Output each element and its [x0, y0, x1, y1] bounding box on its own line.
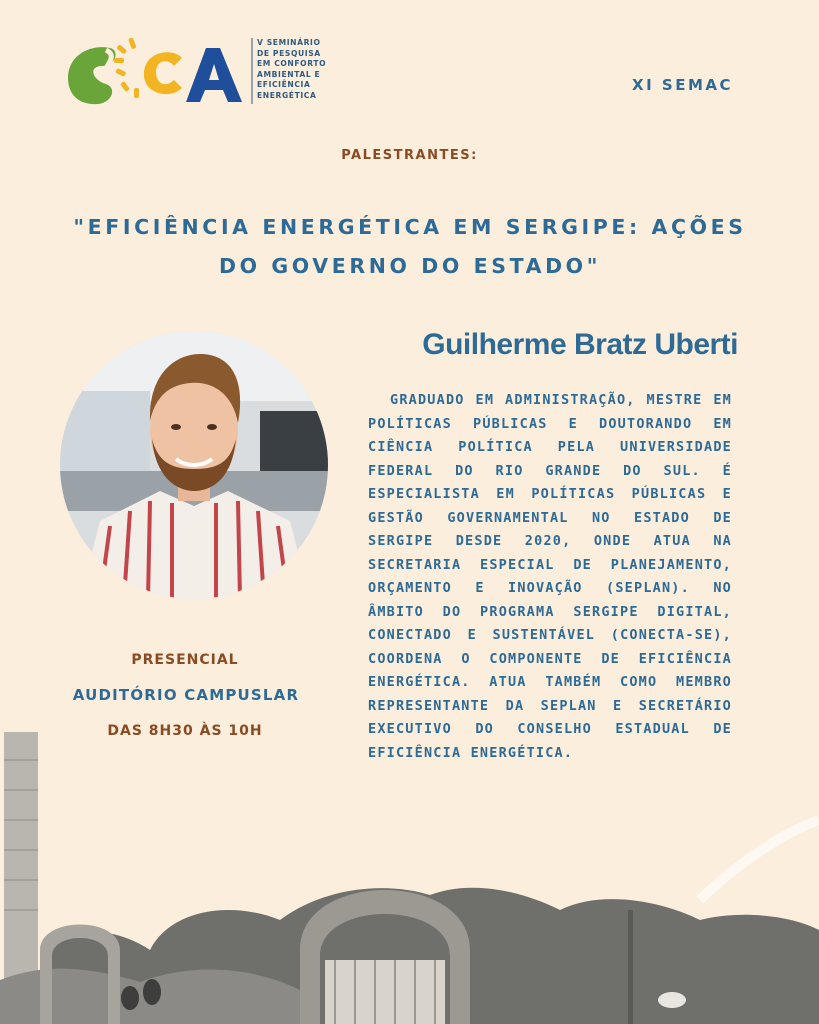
- logo-line: ENERGÉTICA: [257, 90, 317, 100]
- event-name: XI SEMAC: [632, 76, 733, 94]
- logo-line: EFICIÊNCIA: [257, 80, 311, 90]
- event-time: DAS 8H30 ÀS 10H: [107, 723, 263, 739]
- event-mode: PRESENCIAL: [131, 652, 239, 668]
- speaker-photo: [60, 331, 328, 599]
- speaker-name: Guilherme Bratz Uberti: [422, 328, 738, 361]
- logo-line: DE PESQUISA: [257, 48, 321, 58]
- ruins-illustration: [0, 720, 819, 1024]
- event-venue: AUDITÓRIO CAMPUSLAR: [72, 686, 300, 704]
- logo-line: AMBIENTAL E: [257, 69, 321, 79]
- logo-line: EM CONFORTO: [257, 59, 327, 69]
- talk-title: "EFICIÊNCIA ENERGÉTICA EM SERGIPE: AÇÕES DO GOVERNO DO ESTADO": [73, 215, 747, 278]
- speaker-bio: GRADUADO EM ADMINISTRAÇÃO, MESTRE EM POLÍTICAS PÚBLICAS E DOUTORANDO EM CIÊNCIA POLÍTICA PELA UNIVERSIDADE FEDERAL DO RIO GRANDE DO SUL. É ESPECIALISTA EM POLÍTICAS PÚBLICAS E GESTÃO GOVERNAMENTAL NO ESTADO DE SERGIPE DESDE 2020, ONDE ATUA NA SECRETARIA ESPECIAL DE PLANEJAMENTO, ORÇAMENTO E INOVAÇÃO (SEPLAN). NO ÂMBITO DO PROGRAMA SERGIPE DIGITAL, CONECTADO E SUSTENTÁVEL (CONECTA-SE), COORDENA O COMPONENTE DE EFICIÊNCIA ENERGÉTICA. ATUA TAMBÉM COMO MEMBRO REPRESENTANTE DA SEPLAN E SECRETÁRIO EXECUTIVO DO CONSELHO ESTADUAL DE EFICIÊNCIA ENERGÉTICA.: [368, 392, 732, 761]
- section-label: PALESTRANTES:: [341, 148, 478, 163]
- logo-caption: [257, 38, 347, 102]
- logo-line: V SEMINÁRIO: [257, 38, 321, 47]
